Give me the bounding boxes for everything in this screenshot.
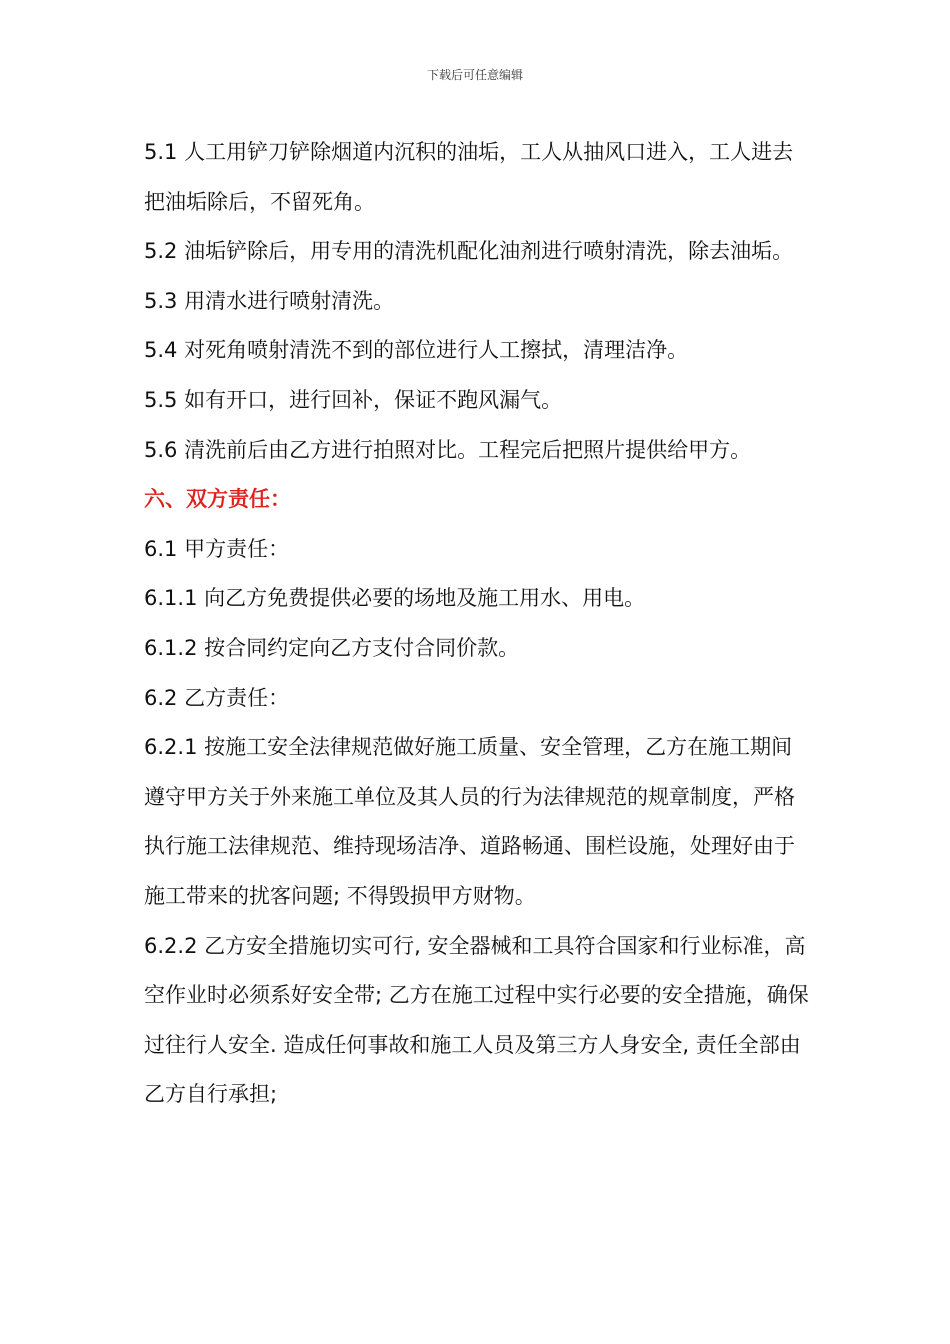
paragraph-5-5: 5.5 如有开口，进行回补，保证不跑风漏气。 [144, 387, 563, 412]
paragraph-6-2-1: 6.2.1 按施工安全法律规范做好施工质量、安全管理，乙方在施工期间遵守甲方关于外来施工单位及其人员的行为法律规范的规章制度，严格执行施工法律规范、维持现场洁净、道路畅通、围栏设施，处理好由于施工带来的扰客问题; 不得毁损甲方财物。 [144, 735, 795, 908]
paragraph-6-2: 6.2 乙方责任： [144, 685, 290, 710]
paragraph-5-2: 5.2 油垢铲除后，用专用的清洗机配化油剂进行喷射清洗，除去油垢。 [144, 239, 794, 264]
section-heading-6: 六、双方责任： [144, 487, 291, 512]
paragraph-5-6: 5.6 清洗前后由乙方进行拍照对比。工程完后把照片提供给甲方。 [144, 437, 752, 462]
paragraph-6-1: 6.1 甲方责任： [144, 536, 290, 561]
document-body [144, 128, 809, 1120]
paragraph-6-2-2: 6.2.2 乙方安全措施切实可行, 安全器械和工具符合国家和行业标准，高空作业时必须系好安全带; 乙方在施工过程中实行必要的安全措施，确保过往行人安全. 造成任何事故和施工人员及第三方人身安全, 责任全部由乙方自行承担; [144, 933, 809, 1107]
page-header: 下载后可任意编辑 [426, 68, 523, 82]
paragraph-5-3: 5.3 用清水进行喷射清洗。 [144, 288, 395, 313]
paragraph-6-1-1: 6.1.1 向乙方免费提供必要的场地及施工用水、用电。 [144, 586, 646, 611]
paragraph-5-1: 5.1 人工用铲刀铲除烟道内沉积的油垢，工人从抽风口进入，工人进去把油垢除后，不留死角。 [144, 140, 794, 214]
paragraph-5-4: 5.4 对死角喷射清洗不到的部位进行人工擦拭，清理洁净。 [144, 338, 689, 363]
paragraph-6-1-2: 6.1.2 按合同约定向乙方支付合同价款。 [144, 635, 520, 660]
